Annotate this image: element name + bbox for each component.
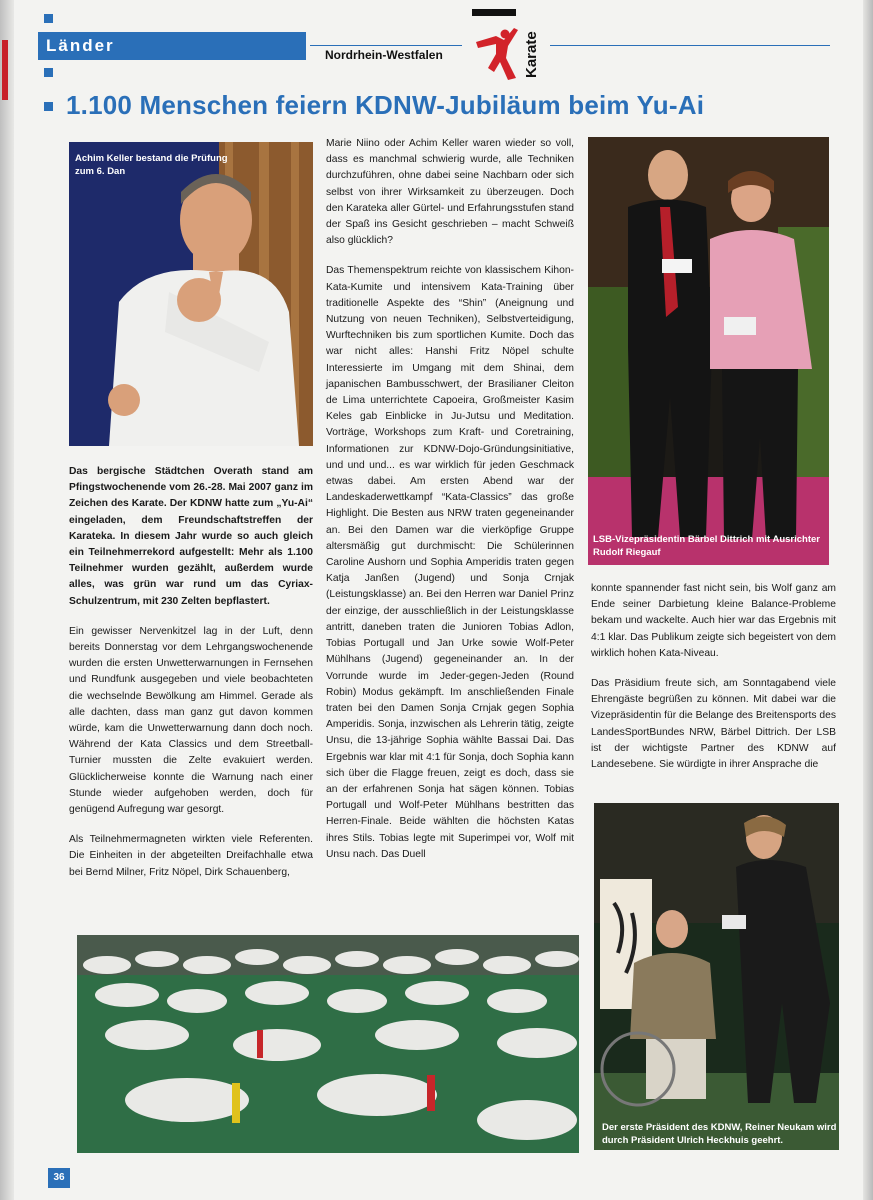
column3-paragraph-2: Das Präsidium freute sich, am Sonntagabend viele Ehrengäste begrüßen zu können. Mit dabei war die Vizepräsidentin für die Belange des Breitensports des LandesSportBundes NRW, Bärbel Dittrich. Der LSB ist der wichtigste Partner des KDNW auf Landesebene. Sie würdigte in ihrer Ansprache die	[591, 678, 836, 771]
photo-dittrich-riegauf	[588, 137, 829, 565]
column1-paragraph-1: Ein gewisser Nervenkitzel lag in der Luft, denn bereits Donnerstag vor dem Lehrgangswochenende wurden die ersten Unwetterwarnungen in Fernsehen und Rundfunk ausgegeben und viele beobachteten die wechselnde Bewölkung am Himmel. Gerade als alle dachten, dass man ganz gut davon kommen würde, kam die Unwetterwarnung dann doch noch. Während der Kata Classics und dem Streetball-Turnier mussten die Zelte evakuiert werden. Glücklicherweise konnte die Warnung nach einer Stunde wieder aufgehoben werden, doch für genügend Aufregung war gesorgt.	[69, 625, 313, 816]
photo-group-training	[77, 935, 579, 1153]
title-bullet-icon	[44, 102, 53, 111]
region-label: Nordrhein-Westfalen	[325, 48, 443, 62]
column-2	[326, 136, 574, 877]
page-right-edge	[863, 0, 873, 1200]
article-lead: Das bergische Städtchen Overath stand am Pfingstwochenende vom 26.-28. Mai 2007 ganz im Zeichen des Karate. Der KDNW hatte zum „Yu-Ai“ eingeladen, dem Freundschaftstreffen der Karateka. In diesem Jahr wurde so auch gleich ein Teilnehmerrekord aufgestellt: Mehr als 1.100 Teilnehmer wurden gezählt, außerdem wurde alles, was grün war rund um das Cyriax-Schulzentrum, mit 230 Zelten bepflastert.	[69, 466, 313, 607]
photo-neukam-heckhuis	[594, 803, 839, 1150]
karate-logo	[466, 6, 546, 86]
header-square-top	[44, 14, 53, 23]
page-number: 36	[48, 1168, 70, 1188]
caption-photo2: LSB-Vizepräsidentin Bärbel Dittrich mit Ausrichter Rudolf Riegauf	[593, 534, 820, 558]
column-3	[591, 581, 836, 787]
caption-photo4: Der erste Präsident des KDNW, Reiner Neukam wird durch Präsident Ulrich Heckhuis geehrt.	[602, 1122, 837, 1146]
column-1	[69, 464, 313, 895]
photo-achim-keller	[69, 142, 313, 446]
column2-paragraph-2: Das Themenspektrum reichte von klassischem Kihon-Kata-Kumite und intensivem Kata-Training über traditionelle Aspekte des “Shin” (Aneignung und Nutzung von neuen Techniken), Selbstverteidigung, Wurftechniken bis zum sportlichen Kumite. Doch das war nicht alles: Hanshi Fritz Nöpel schulte Interessierte im Umgang mit dem Shinai, dem japanischen Bambusschwert, der Brasilianer Cleiton de Lima unterrichtete Capoeira, Großmeister Kasim Keles gab Einblicke in Ju-Jutsu und Meditation. Vorträge, Workshops zum Kraft- und Coretraining, Informationen zur KDNW-Dojo-Gründungsinitiative, und und und... es war wirklich für jeden Geschmack etwas dabei. Am ersten Abend war der Landeskaderwettkampf “Kata-Classics” das große Highlight. Die Besten aus NRW traten gegeneinander an. Bei den Damen war die vierköpfige Gruppe altersmäßig gut durchmischt: Die Schülerinnen Caroline Aushorn und Sophia Amperidis traten gegen Katja Janßen (Jugend) und Sonja Crnjak (Leistungsklasse) an. Bei den Herren war Daniel Prinz der einzige, der ausschließlich in der Leistungsklasse antritt, daneben traten die Junioren Tobias Adlon, Tobias Portugall und Jan Urke sowie Wolf-Peter Mühlhans (Jugend) gegeneinander an. In der Vorrunde wurde im Jeder-gegen-Jeden (Round Robin) Modus gekämpft. Im anschließenden Finale traten bei den Damen Sonja Crnjak gegen Sophia Amperidis. Sonja, inzwischen als Lehrerin tätig, zeigte Unsu, die 13-jährige Sophia wählte Bassai Dai. Das Ergebnis war klar mit 4:1 für Sonja, doch Sophia kann sich über die Flagge freuen, zeigt es doch, dass sie an der erfahrenen Sonja hat sägen können. Tobias Portugall und Wolf-Peter Mühlhans bestritten das Herren-Finale. Beide wählten die höchsten Katas ihres Stils. Tobias legte mit Superimpei vor, Wolf mit Unsu nach. Das Duell	[326, 265, 574, 860]
karate-figure-icon	[476, 28, 518, 80]
header-square-bottom	[44, 68, 53, 77]
binding-red-tab	[2, 40, 8, 100]
column3-paragraph-1: konnte spannender fast nicht sein, bis Wolf ganz am Ende seiner Darbietung kleine Balance-Probleme bekam und wackelte. Auch hier war das Ergebnis mit 4:1 klar. Das Publikum zeigte sich begeistert von dem wirklich hohen Kata-Niveau.	[591, 583, 836, 659]
article-title: 1.100 Menschen feiern KDNW-Jubiläum beim Yu-Ai	[66, 90, 705, 120]
column2-paragraph-1: Marie Niino oder Achim Keller waren wieder so voll, dass es manchmal schwierig wurde, alle Techniken durchzuführen, ohne dabei seine Nachbarn oder sich selbst von ihrer Wirksamkeit zu überzeugen. Doch den Karateka aller Gürtel- und Erfahrungsstufen stand der Spaß ins Gesicht geschrieben – macht Schweiß also glücklich?	[326, 138, 574, 247]
page-binding	[0, 0, 14, 1200]
section-label: Länder	[38, 32, 306, 60]
header-rule-right	[550, 45, 830, 46]
column1-paragraph-2: Als Teilnehmermagneten wirkten viele Referenten. Die Einheiten in der abgeteilten Dreifachhalle etwa bei Bernd Milner, Fritz Nöpel, Dirk Schauenberg,	[69, 834, 313, 878]
header-rule-left	[310, 45, 462, 46]
caption-photo1: Achim Keller bestand die Prüfung zum 6. Dan	[75, 153, 228, 177]
logo-text: Karate	[523, 31, 540, 78]
